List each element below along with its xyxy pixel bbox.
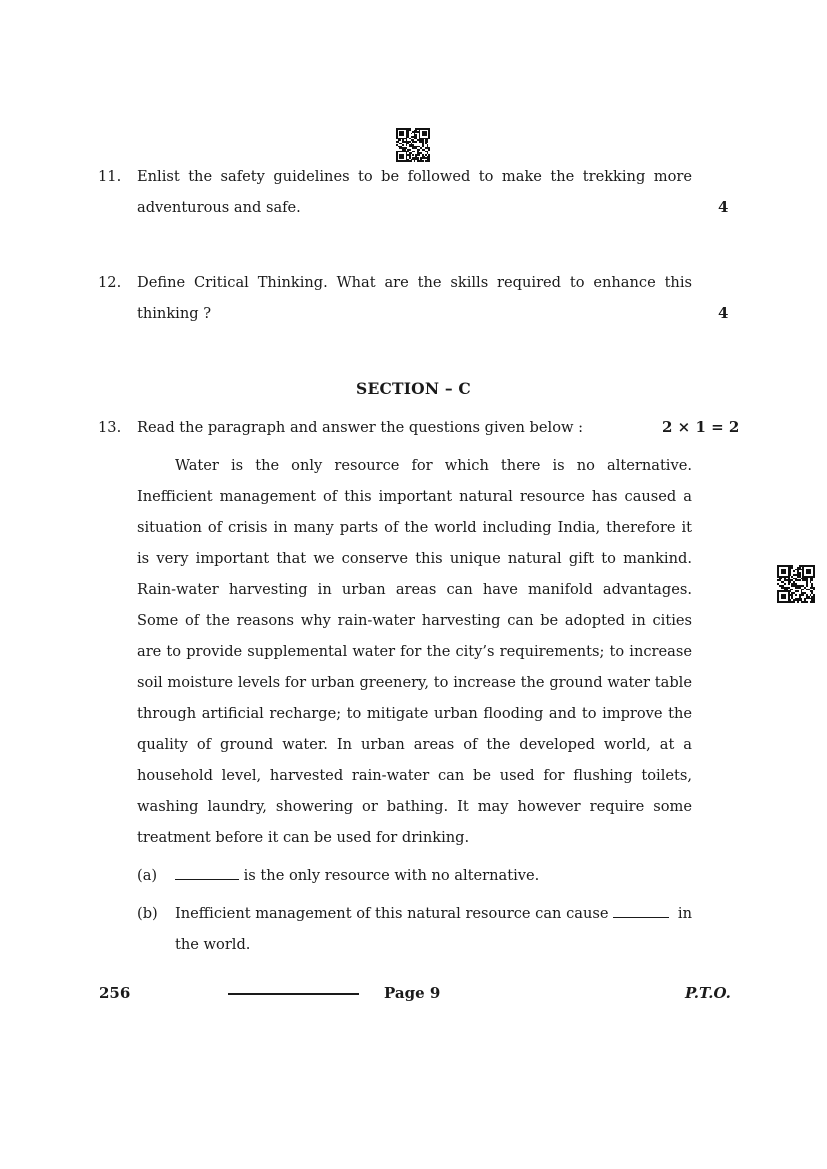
question-number: 12. — [98, 274, 122, 291]
question-text-line: Define Critical Thinking. What are the skills required to enhance this — [137, 274, 692, 291]
sub-question-text: Inefficient management of this natural resource can cause — [175, 905, 609, 922]
question-text-line: thinking ? — [137, 305, 212, 322]
footer-rule — [228, 993, 359, 995]
passage-line: washing laundry, showering or bathing. It may however require some — [137, 798, 692, 815]
passage-line: household level, harvested rain-water can be used for flushing toilets, — [137, 767, 692, 784]
passage-line: through artificial recharge; to mitigate urban flooding and to improve the — [137, 705, 692, 722]
sub-question-label: (b) — [137, 905, 158, 922]
qr-code-top — [396, 128, 430, 162]
answer-blank — [175, 865, 239, 880]
passage-line: Water is the only resource for which there is no alternative. — [175, 457, 692, 474]
question-marks: 2 × 1 = 2 — [662, 418, 740, 436]
paper-code: 256 — [99, 984, 131, 1002]
passage-line: are to provide supplemental water for the city’s requirements; to increase — [137, 643, 692, 660]
sub-question-text: is the only resource with no alternative. — [243, 867, 540, 884]
passage-line: Some of the reasons why rain-water harvesting can be adopted in cities — [137, 612, 692, 629]
sub-question-b — [175, 898, 692, 929]
question-marks: 4 — [718, 304, 729, 322]
sub-question-a — [175, 860, 539, 891]
passage-line: treatment before it can be used for drinking. — [137, 829, 470, 846]
sub-question-text: the world. — [175, 936, 251, 953]
question-text-line: adventurous and safe. — [137, 199, 301, 216]
passage-line: soil moisture levels for urban greenery, to increase the ground water table — [137, 674, 692, 691]
sub-question-text: in — [677, 905, 692, 922]
answer-blank — [613, 903, 669, 918]
passage-line: Inefficient management of this important natural resource has caused a — [137, 488, 692, 505]
please-turn-over: P.T.O. — [685, 984, 731, 1002]
passage-line: situation of crisis in many parts of the world including India, therefore it — [137, 519, 692, 536]
question-instruction: Read the paragraph and answer the questions given below : — [137, 419, 584, 436]
question-text-line: Enlist the safety guidelines to be followed to make the trekking more — [137, 168, 692, 185]
page-number: Page 9 — [384, 984, 441, 1002]
qr-code-side — [777, 565, 815, 603]
section-title: SECTION – C — [356, 379, 471, 398]
passage-line: is very important that we conserve this unique natural gift to mankind. — [137, 550, 692, 567]
question-number: 11. — [98, 168, 122, 185]
sub-question-label: (a) — [137, 867, 158, 884]
passage-line: quality of ground water. In urban areas of the developed world, at a — [137, 736, 692, 753]
passage-line: Rain-water harvesting in urban areas can have manifold advantages. — [137, 581, 692, 598]
question-marks: 4 — [718, 198, 729, 216]
question-number: 13. — [98, 419, 122, 436]
